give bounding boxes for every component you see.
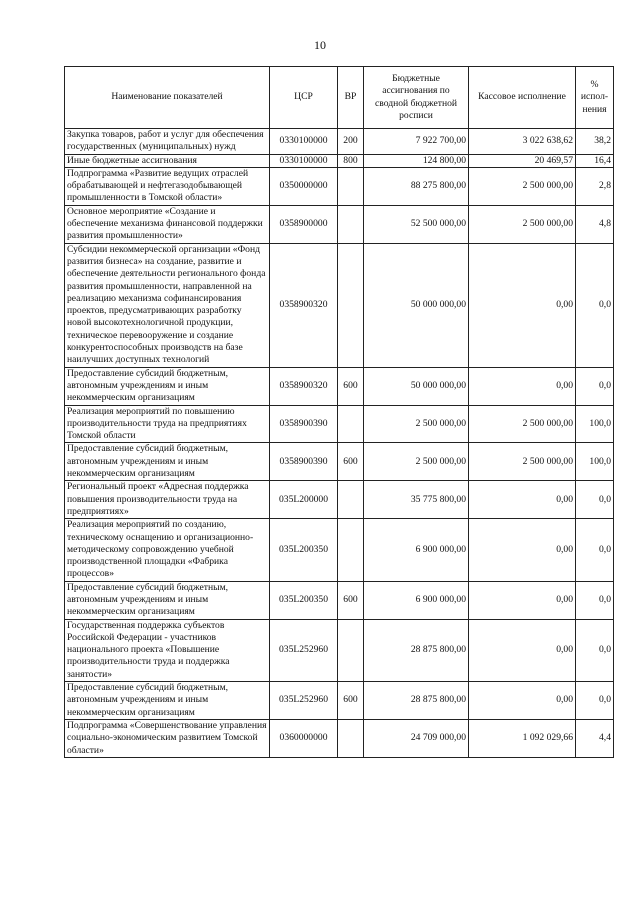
table-row	[65, 619, 614, 681]
cell-percent: 4,8	[576, 205, 614, 243]
table-row	[65, 367, 614, 405]
cell-csr: 0358900000	[270, 205, 338, 243]
cell-vr: 800	[338, 154, 364, 167]
cell-executed: 20 469,57	[469, 154, 576, 167]
cell-csr: 0350000000	[270, 167, 338, 205]
header-percent: % испол-нения	[576, 67, 614, 129]
table-row	[65, 481, 614, 519]
cell-assigned: 7 922 700,00	[364, 129, 469, 155]
cell-name: Предоставление субсидий бюджетным, автономным учреждениям и иным некоммерческим организациям	[65, 682, 270, 720]
table-header-row	[65, 67, 614, 129]
cell-csr: 0358900320	[270, 367, 338, 405]
cell-executed: 2 500 000,00	[469, 205, 576, 243]
cell-csr: 0358900320	[270, 243, 338, 367]
cell-vr	[338, 405, 364, 443]
cell-assigned: 35 775 800,00	[364, 481, 469, 519]
cell-vr	[338, 519, 364, 581]
cell-vr	[338, 481, 364, 519]
cell-name: Иные бюджетные ассигнования	[65, 154, 270, 167]
cell-assigned: 6 900 000,00	[364, 519, 469, 581]
table-row	[65, 443, 614, 481]
cell-name: Предоставление субсидий бюджетным, автономным учреждениям и иным некоммерческим организациям	[65, 581, 270, 619]
cell-name: Региональный проект «Адресная поддержка повышения производительности труда на предприятиях»	[65, 481, 270, 519]
page-number: 10	[314, 38, 326, 52]
table-row	[65, 405, 614, 443]
table-row	[65, 167, 614, 205]
cell-executed: 0,00	[469, 481, 576, 519]
cell-executed: 0,00	[469, 581, 576, 619]
cell-assigned: 88 275 800,00	[364, 167, 469, 205]
cell-csr: 0330100000	[270, 154, 338, 167]
cell-name: Субсидии некоммерческой организации «Фонд развития бизнеса» на создание, развитие и обеспечение деятельности регионального фонда развития промышленности, направленной на реализацию механизма софинансирования проектов, предусматривающих разработку новой высокотехнологичной продукции, техническое перевооружение и создание конкурентоспособных производств на базе наилучших доступных технологий	[65, 243, 270, 367]
cell-csr: 035L200000	[270, 481, 338, 519]
cell-csr: 0358900390	[270, 443, 338, 481]
cell-percent: 0,0	[576, 581, 614, 619]
cell-executed: 2 500 000,00	[469, 405, 576, 443]
table-row	[65, 154, 614, 167]
cell-percent: 0,0	[576, 367, 614, 405]
cell-percent: 0,0	[576, 619, 614, 681]
cell-executed: 0,00	[469, 243, 576, 367]
budget-execution-table	[64, 66, 614, 758]
cell-assigned: 6 900 000,00	[364, 581, 469, 619]
cell-name: Подпрограмма «Совершенствование управления социально-экономическим развитием Томской области»	[65, 719, 270, 757]
table-row	[65, 243, 614, 367]
cell-vr: 600	[338, 443, 364, 481]
table-row	[65, 519, 614, 581]
cell-executed: 0,00	[469, 619, 576, 681]
cell-csr: 035L252960	[270, 682, 338, 720]
cell-percent: 2,8	[576, 167, 614, 205]
cell-assigned: 24 709 000,00	[364, 719, 469, 757]
cell-percent: 0,0	[576, 519, 614, 581]
cell-percent: 16,4	[576, 154, 614, 167]
cell-executed: 2 500 000,00	[469, 167, 576, 205]
cell-vr: 600	[338, 682, 364, 720]
cell-name: Закупка товаров, работ и услуг для обеспечения государственных (муниципальных) нужд	[65, 129, 270, 155]
cell-vr	[338, 205, 364, 243]
cell-percent: 4,4	[576, 719, 614, 757]
header-assigned: Бюджетные ассигнования по сводной бюджетной росписи	[364, 67, 469, 129]
header-name: Наименование показателей	[65, 67, 270, 129]
cell-vr	[338, 243, 364, 367]
cell-csr: 0360000000	[270, 719, 338, 757]
cell-executed: 3 022 638,62	[469, 129, 576, 155]
cell-assigned: 2 500 000,00	[364, 443, 469, 481]
cell-csr: 0330100000	[270, 129, 338, 155]
cell-vr	[338, 719, 364, 757]
cell-vr	[338, 167, 364, 205]
cell-percent: 0,0	[576, 682, 614, 720]
cell-name: Реализация мероприятий по повышению производительности труда на предприятиях Томской области	[65, 405, 270, 443]
cell-assigned: 28 875 800,00	[364, 619, 469, 681]
cell-csr: 035L200350	[270, 519, 338, 581]
header-executed: Кассовое исполнение	[469, 67, 576, 129]
cell-name: Основное мероприятие «Создание и обеспечение механизма финансовой поддержки развития промышленности»	[65, 205, 270, 243]
cell-assigned: 52 500 000,00	[364, 205, 469, 243]
cell-executed: 0,00	[469, 682, 576, 720]
cell-csr: 035L200350	[270, 581, 338, 619]
table-row	[65, 205, 614, 243]
cell-executed: 2 500 000,00	[469, 443, 576, 481]
cell-name: Предоставление субсидий бюджетным, автономным учреждениям и иным некоммерческим организациям	[65, 367, 270, 405]
cell-name: Реализация мероприятий по созданию, техническому оснащению и организационно-методическому сопровождению учебной производственной площадки «Фабрика процессов»	[65, 519, 270, 581]
table-row	[65, 129, 614, 155]
cell-percent: 0,0	[576, 243, 614, 367]
cell-vr	[338, 619, 364, 681]
header-csr: ЦСР	[270, 67, 338, 129]
cell-vr: 600	[338, 367, 364, 405]
cell-vr: 200	[338, 129, 364, 155]
header-vr: ВР	[338, 67, 364, 129]
cell-percent: 38,2	[576, 129, 614, 155]
cell-name: Государственная поддержка субъектов Российской Федерации - участников национального проекта «Повышение производительности труда и поддержка занятости»	[65, 619, 270, 681]
cell-executed: 0,00	[469, 519, 576, 581]
cell-executed: 0,00	[469, 367, 576, 405]
cell-assigned: 124 800,00	[364, 154, 469, 167]
cell-vr: 600	[338, 581, 364, 619]
table-row	[65, 719, 614, 757]
cell-assigned: 50 000 000,00	[364, 243, 469, 367]
table-row	[65, 581, 614, 619]
cell-percent: 100,0	[576, 405, 614, 443]
cell-assigned: 28 875 800,00	[364, 682, 469, 720]
cell-executed: 1 092 029,66	[469, 719, 576, 757]
cell-assigned: 2 500 000,00	[364, 405, 469, 443]
cell-name: Подпрограмма «Развитие ведущих отраслей обрабатывающей и нефтегазодобывающей промышленности в Томской области»	[65, 167, 270, 205]
cell-csr: 035L252960	[270, 619, 338, 681]
cell-assigned: 50 000 000,00	[364, 367, 469, 405]
cell-percent: 100,0	[576, 443, 614, 481]
cell-name: Предоставление субсидий бюджетным, автономным учреждениям и иным некоммерческим организациям	[65, 443, 270, 481]
cell-csr: 0358900390	[270, 405, 338, 443]
cell-percent: 0,0	[576, 481, 614, 519]
table-row	[65, 682, 614, 720]
